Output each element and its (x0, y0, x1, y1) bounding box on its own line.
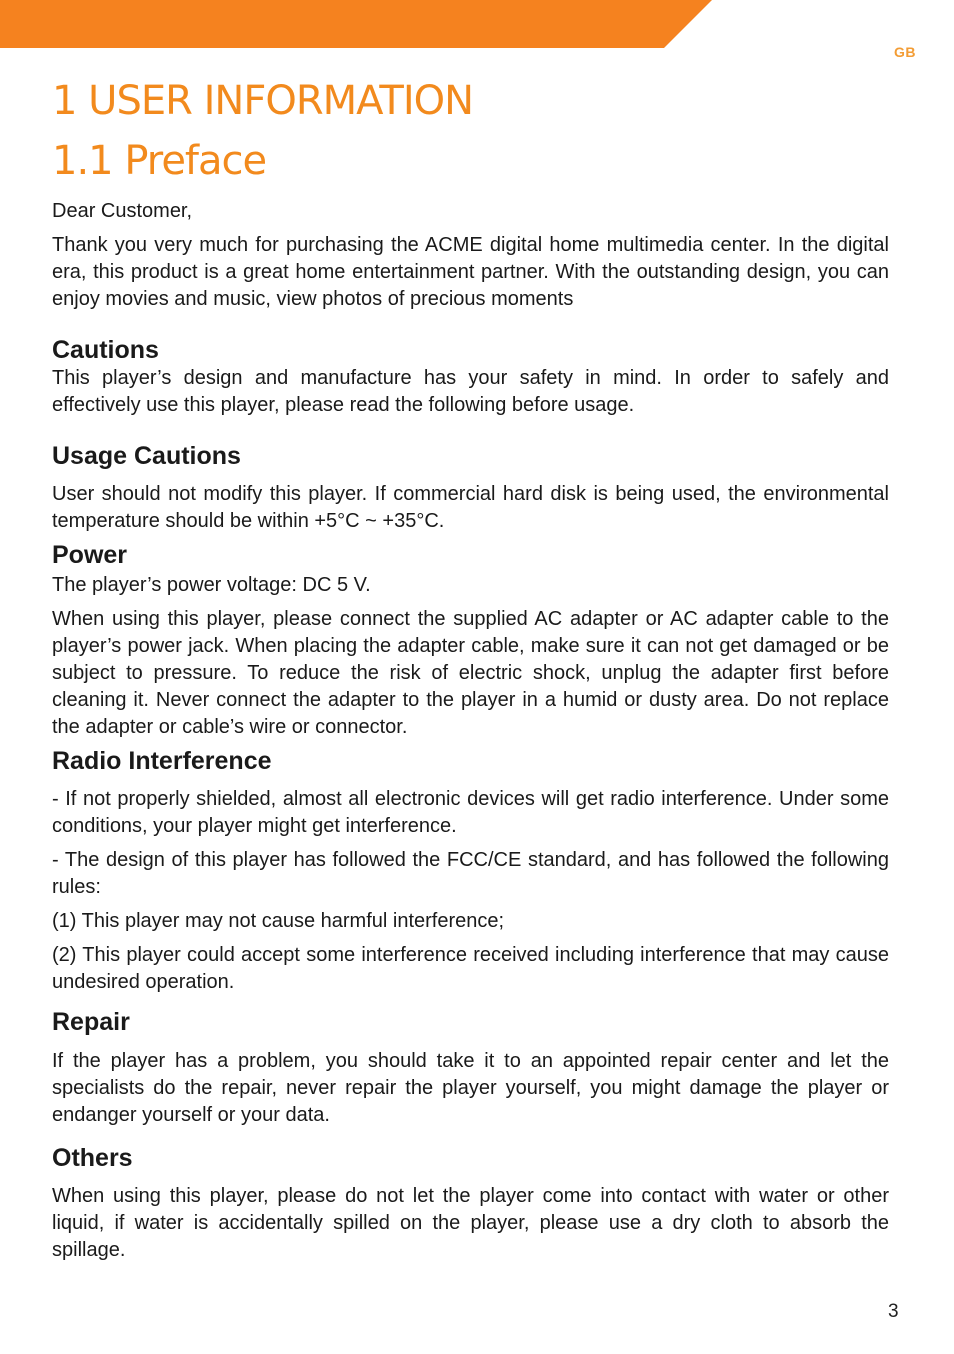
power-paragraph-1: The player’s power voltage: DC 5 V. (52, 574, 371, 596)
cautions-heading: Cautions (52, 336, 159, 364)
intro-paragraph: Thank you very much for purchasing the ACME digital home multimedia center. In the digital era, this product is a great home entertainment partner. With the outstanding design, you can enjoy movies and music, view photos of precious moments (52, 234, 889, 310)
cautions-paragraph: This player’s design and manufacture has your safety in mind. In order to safely and effectively use this player, please read the following before usage. (52, 367, 889, 416)
radio-paragraph-3: (1) This player may not cause harmful interference; (52, 910, 505, 932)
language-label: GB (894, 44, 916, 60)
document-body (52, 198, 889, 1271)
radio-paragraph-1: - If not properly shielded, almost all electronic devices will get radio interference. Under some conditions, your player might get interference. (52, 788, 889, 837)
radio-paragraph-4: (2) This player could accept some interference received including interference that may cause undesired operation. (52, 944, 889, 993)
radio-interference-heading: Radio Interference (52, 747, 272, 775)
repair-paragraph: If the player has a problem, you should take it to an appointed repair center and let the specialists do the repair, never repair the player yourself, you might damage the player or endanger yourself or your data. (52, 1050, 889, 1126)
section-title: 1.1 Preface (52, 138, 267, 184)
page-number: 3 (888, 1301, 899, 1322)
others-heading: Others (52, 1144, 133, 1172)
others-paragraph: When using this player, please do not let the player come into contact with water or other liquid, if water is accidentally spilled on the player, please use a dry cloth to absorb the spillage. (52, 1185, 889, 1261)
usage-cautions-heading: Usage Cautions (52, 442, 241, 470)
power-paragraph-2: When using this player, please connect the supplied AC adapter or AC adapter cable to the player’s power jack. When placing the adapter cable, make sure it can not get damaged or be subject to pressure. To reduce the risk of electric shock, unplug the adapter first before cleaning it. Never connect the adapter to the player in a humid or dusty area. Do not replace the adapter or cable’s wire or connector. (52, 608, 889, 738)
usage-cautions-paragraph: User should not modify this player. If commercial hard disk is being used, the environmental temperature should be within +5°C ~ +35°C. (52, 483, 889, 532)
radio-paragraph-2: - The design of this player has followed the FCC/CE standard, and has followed the following rules: (52, 849, 889, 898)
chapter-title: 1 USER INFORMATION (52, 78, 474, 124)
greeting: Dear Customer, (52, 200, 193, 222)
power-heading: Power (52, 541, 128, 569)
repair-heading: Repair (52, 1008, 130, 1036)
header-accent-bar (0, 0, 712, 48)
